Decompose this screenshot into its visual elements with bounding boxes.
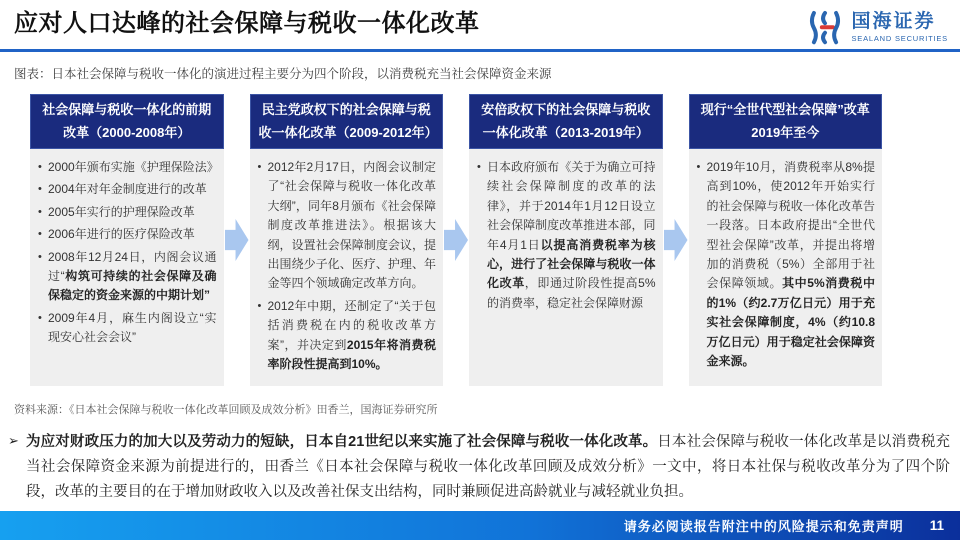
stage-bullet [38,248,217,306]
stage-card [689,94,883,386]
text-segment: 2012年2月17日，内阁会议制定了“社会保障与税收一体化改革大纲”，同年8月颁布《社会保障制度改革推进法》。根据该大纲，设置社会保障制度会议，提出围绕少子化、医疗、护理、年金等四个领域确定改革方向。 [267,159,436,291]
stage-bullet [38,309,217,348]
stage-title: 民主党政权下的社会保障与税收一体化改革（2009-2012年） [250,94,444,149]
text-segment: 2019年10月，消费税率从8%提高到10%，使2012年开始实行的社会保障与税收一体化改革告一段落。日本政府提出“全世代型社会保障”改革，并提出将增加的消费税（5%）全部用于社会保障领域。 [706,159,875,291]
stage-bullet [38,203,217,222]
footer-bar [0,511,960,540]
stage-body [30,149,224,386]
sealand-logo-icon [806,9,844,47]
stages-row [30,94,882,386]
bullet-dot-icon: • [38,250,42,263]
stage-bullet [258,297,437,375]
bullet-dot-icon: • [257,160,262,173]
text-segment: 2012年中期，还制定了“关于包括消费税在内的税收改革方案”，并决定到 [267,298,436,352]
text-segment: 以提高消费税率为核心，进行了社会保障与税收一体化改革 [487,237,656,291]
bullet-text [48,248,217,306]
stage-title: 社会保障与税收一体化的前期改革（2000-2008年） [30,94,224,149]
stage-bullet [477,158,656,314]
title-underline [0,49,960,52]
footer-page-number: 11 [929,518,944,533]
bullet-text [48,309,217,348]
summary-bullet-arrow-icon: ➢ [8,433,19,448]
text-segment: 日本社会保障与税收一体化改革是以消费税充当社会保障资金来源为前提进行的，田香兰《日本社会保障与税收一体化改革回顾及成效分析》一文中，将日本社保与税收改革分为了四个阶段，改革的主要目的在于增加财政收入以及改善社保支出结构，同时兼顾促进高龄就业与减轻就业负担。 [26,434,950,500]
logo-name-en: SEALAND SECURITIES [851,34,948,44]
company-logo [806,9,948,47]
bullet-text [48,180,217,199]
bullet-text [268,297,437,375]
stage-body [250,149,444,386]
bullet-text [487,158,656,314]
slide-header [0,0,960,47]
text-segment: 2006年进行的医疗保险改革 [48,227,195,242]
source-note: 资料来源：《日本社会保障与税收一体化改革回顾及成效分析》田香兰，国海证券研究所 [14,404,438,416]
text-segment: ，即通过阶段性提高5%的消费率，稳定社会保障财源 [487,276,656,310]
bullet-dot-icon: • [38,311,42,324]
bullet-dot-icon: • [257,299,262,312]
text-segment: 构筑可持续的社会保障及确保稳定的资金来源的中期计划” [48,268,217,303]
logo-name-cn: 国海证券 [851,11,936,33]
bullet-dot-icon: • [38,160,42,173]
bullet-text [48,225,217,244]
bullet-dot-icon: • [38,205,42,218]
stage-title: 现行“全世代型社会保障”改革 2019年至今 [689,94,883,149]
stage-bullet [38,158,217,177]
arrow-right-icon [225,219,249,261]
stage-bullet [38,180,217,199]
bullet-dot-icon: • [38,228,42,241]
text-segment: 2015年将消费税率阶段性提高到10%。 [267,337,437,372]
text-segment: 日本政府颁布《关于为确立可持续社会保障制度的改革的法律》，并于2014年1月12日设立社会保障制度改革推进本部，同年4月1日 [487,159,656,252]
footer-disclaimer: 请务必阅读报告附注中的风险提示和免责声明 [623,519,904,534]
stage-body [689,149,883,386]
stage-bullet [38,225,217,244]
arrow-right-icon [444,219,468,261]
text-segment: 2008年12月24日，内阁会议通过“ [48,249,217,283]
summary-text [26,430,950,505]
bullet-text [268,158,437,294]
text-segment: 2004年对年金制度进行的改革 [48,182,207,197]
bullet-dot-icon: • [38,183,42,196]
stage-card [469,94,663,386]
bullet-text [48,158,217,177]
bullet-dot-icon: • [696,160,701,173]
bullet-text [707,158,876,372]
text-segment: 其中5%消费税中的1%（约2.7万亿日元）用于充实社会保障制度，4%（约10.8万亿日元）用于稳定社会保障资金来源。 [706,276,875,369]
logo-text [851,12,948,43]
stage-bullet [258,158,437,294]
bullet-dot-icon: • [477,160,481,173]
stage-card [250,94,444,386]
stage-bullet [697,158,876,372]
text-segment: 为应对财政压力的加大以及劳动力的短缺，日本自21世纪以来实施了社会保障与税收一体化改革。 [26,434,658,450]
stage-title: 安倍政权下的社会保障与税收一体化改革（2013-2019年） [469,94,663,149]
figure-caption: 图表：日本社会保障与税收一体化的演进过程主要分为四个阶段，以消费税充当社会保障资金来源 [14,67,552,81]
arrow-right-icon [664,219,688,261]
text-segment: 2000年颁布实施《护理保险法》 [48,159,219,174]
bullet-text [48,203,217,222]
page-title: 应对人口达峰的社会保障与税收一体化改革 [14,10,480,37]
text-segment: 2005年实行的护理保险改革 [48,204,195,219]
text-segment: 2009年4月，麻生内阁设立“实现安心社会会议” [48,310,217,345]
stage-card [30,94,224,386]
stage-body [469,149,663,386]
summary-block [8,430,950,505]
